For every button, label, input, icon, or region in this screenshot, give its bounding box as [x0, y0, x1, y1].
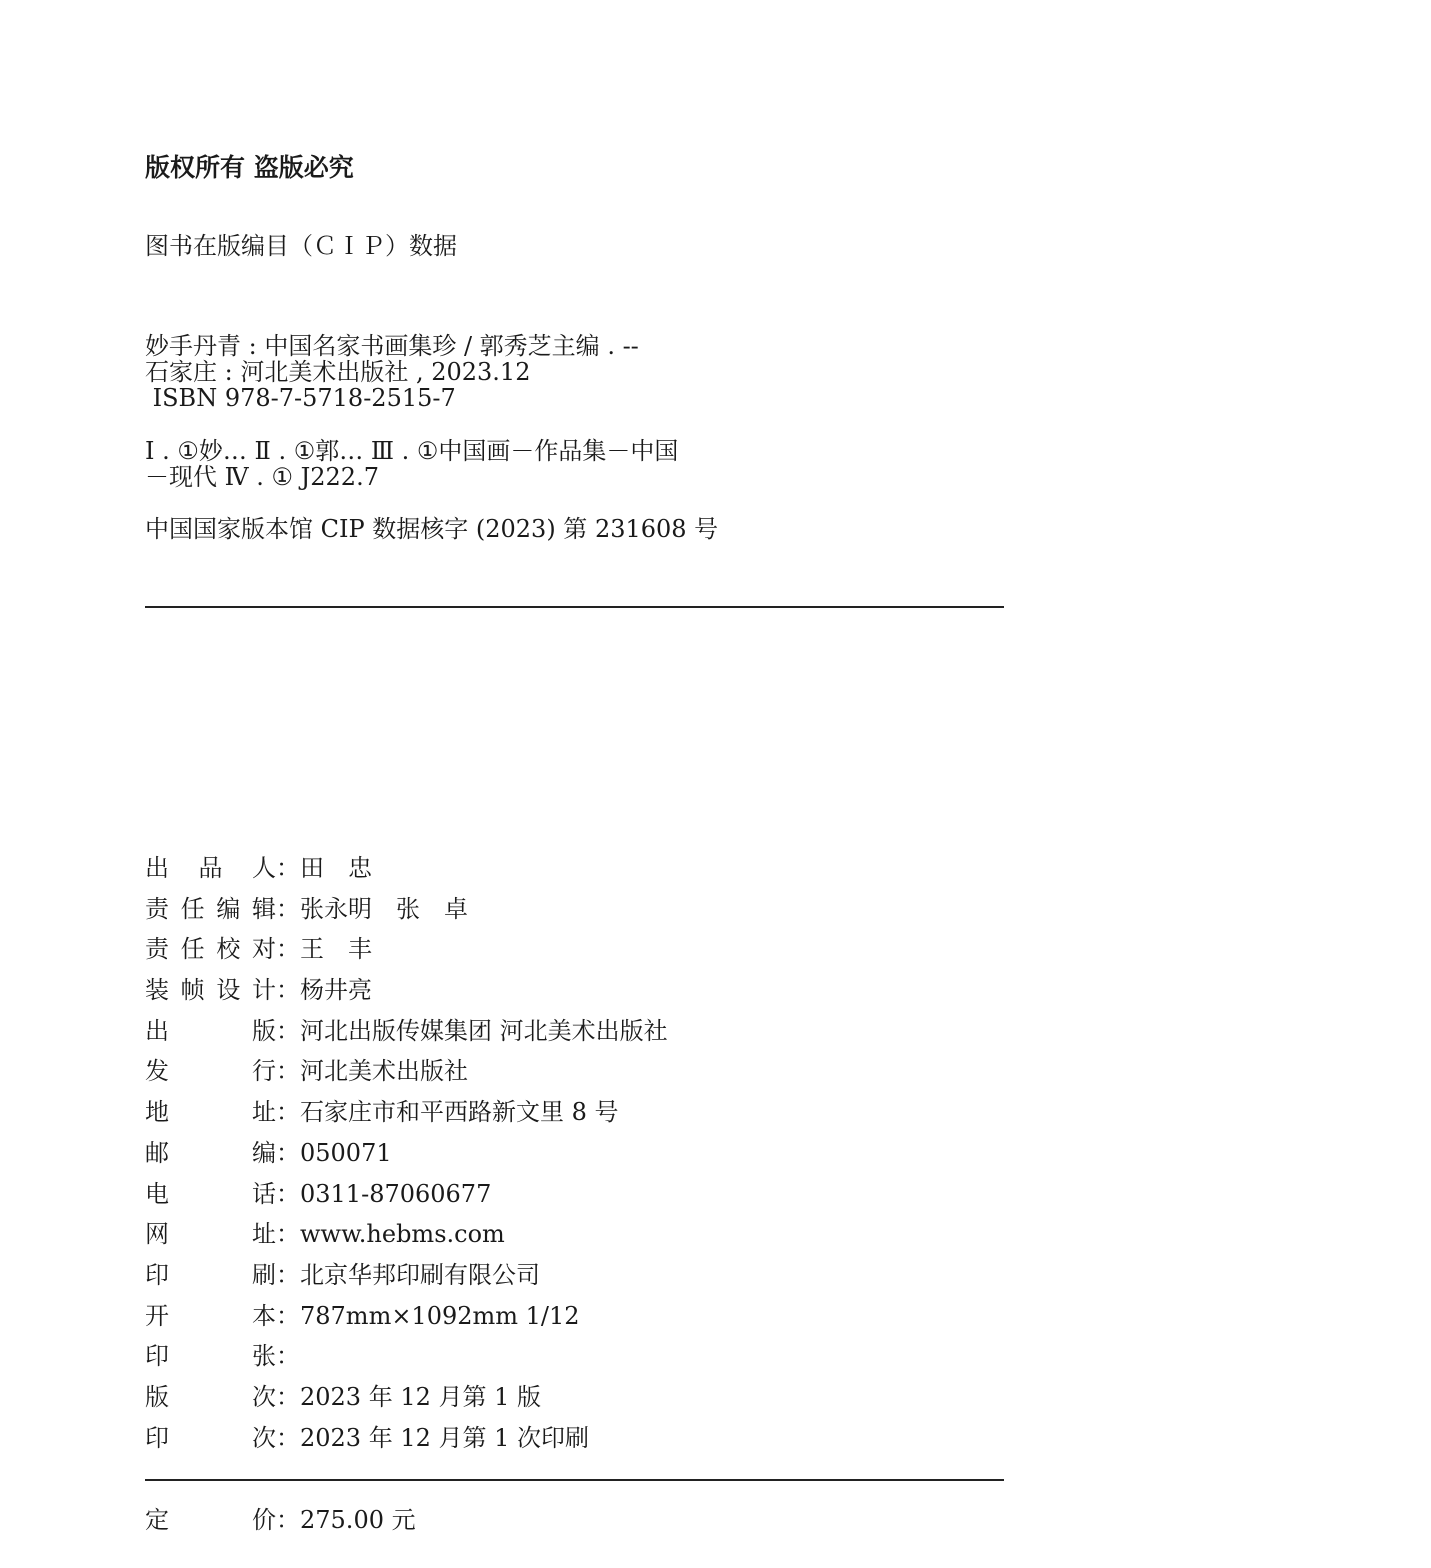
credit-value: 王 丰: [300, 935, 372, 964]
credit-colon: ：: [276, 935, 300, 964]
credit-label: [145, 1338, 276, 1379]
credit-row: [145, 1053, 668, 1094]
price-colon: ：: [276, 1506, 300, 1534]
credit-value: 0311-87060677: [300, 1179, 492, 1208]
credit-row: [145, 1338, 668, 1379]
copyright-notice: 版权所有 盗版必究: [145, 153, 354, 182]
price-value: 275.00 元: [300, 1506, 416, 1534]
credit-label-char: 责: [145, 935, 169, 964]
credit-colon: ：: [276, 976, 300, 1005]
credit-label-char: 地: [145, 1098, 169, 1127]
divider-top: [145, 606, 1004, 608]
credit-value: 050071: [300, 1138, 392, 1167]
credit-label: [145, 1013, 276, 1054]
credit-label: [145, 850, 276, 891]
credit-row: [145, 1176, 668, 1217]
credit-label: [145, 1216, 276, 1257]
credit-label: [145, 1053, 276, 1094]
credit-colon: ：: [276, 1301, 300, 1330]
credit-label-char: 任: [180, 894, 205, 923]
cip-verification-number: 中国国家版本馆 CIP 数据核字 (2023) 第 231608 号: [145, 515, 719, 543]
credit-value: 河北美术出版社: [300, 1057, 468, 1086]
cip-classification-block: [145, 438, 678, 490]
credit-label: [145, 1257, 276, 1298]
price-label: [145, 1502, 276, 1538]
cip-line: 石家庄 : 河北美术出版社 , 2023.12: [145, 358, 531, 386]
credit-value: 河北出版传媒集团 河北美术出版社: [300, 1016, 668, 1045]
credit-colon: ：: [276, 1016, 300, 1045]
credit-label-char: 电: [145, 1179, 169, 1208]
cip-classification-line: Ⅰ . ①妙… Ⅱ . ①郭… Ⅲ . ①中国画－作品集－中国: [145, 437, 679, 465]
credit-label-char: 计: [251, 976, 276, 1005]
credit-label: [145, 1298, 276, 1339]
cip-isbn: ISBN 978-7-5718-2515-7: [145, 384, 456, 412]
credit-row: [145, 1257, 668, 1298]
divider-bottom: [145, 1479, 1004, 1481]
credit-label: [145, 1135, 276, 1176]
credit-label-char: 责: [145, 894, 169, 923]
publication-credits: [145, 850, 668, 1460]
credit-colon: ：: [276, 1179, 300, 1208]
credit-label-char: 辑: [251, 894, 276, 923]
credit-label-char: 址: [252, 1220, 276, 1249]
credit-label-char: 次: [252, 1423, 276, 1452]
credit-value: 2023 年 12 月第 1 次印刷: [300, 1423, 590, 1452]
credit-value: 张永明 张 卓: [300, 894, 468, 923]
credit-colon: ：: [276, 1057, 300, 1086]
credit-label-char: 编: [216, 894, 241, 923]
credit-label-char: 装: [145, 976, 169, 1005]
credit-label: [145, 972, 276, 1013]
credit-label-char: 发: [145, 1057, 169, 1086]
credit-label: [145, 891, 276, 932]
cip-line: 妙手丹青 : 中国名家书画集珍 / 郭秀芝主编 . --: [145, 332, 639, 360]
credit-row: [145, 1135, 668, 1176]
credit-label: [145, 1420, 276, 1461]
credit-label-char: 张: [252, 1342, 276, 1371]
credit-colon: ：: [276, 1382, 300, 1411]
credit-label: [145, 1176, 276, 1217]
credit-label-char: 邮: [145, 1138, 169, 1167]
credit-label-char: 任: [180, 935, 205, 964]
credit-label: [145, 1094, 276, 1135]
credit-colon: ：: [276, 1220, 300, 1249]
credit-colon: ：: [276, 1423, 300, 1452]
credit-row: [145, 1094, 668, 1135]
cip-heading: 图书在版编目（ＣＩＰ）数据: [145, 232, 457, 260]
price-label-char: 定: [145, 1506, 169, 1534]
credit-row: [145, 850, 668, 891]
credit-label-char: 开: [145, 1301, 169, 1330]
credit-label-char: 印: [145, 1423, 169, 1452]
price-row: [145, 1502, 416, 1538]
credit-colon: ：: [276, 854, 300, 882]
credit-label-char: 版: [252, 1016, 276, 1045]
credit-row: [145, 891, 668, 932]
credit-colon: ：: [276, 1098, 300, 1127]
credit-label-char: 人: [252, 854, 276, 882]
credit-colon: ：: [276, 894, 300, 923]
credit-value: 787mm×1092mm 1/12: [300, 1301, 580, 1330]
credit-value: 北京华邦印刷有限公司: [300, 1260, 540, 1289]
credit-label-char: 印: [145, 1342, 169, 1371]
credit-value: www.hebms.com: [300, 1220, 505, 1249]
credit-value: 田 忠: [300, 854, 372, 882]
credit-label-char: 编: [252, 1138, 276, 1167]
credit-label-char: 帧: [180, 976, 205, 1005]
credit-label-char: 行: [252, 1057, 276, 1086]
price-label-char: 价: [252, 1506, 276, 1534]
credit-label-char: 出: [145, 854, 169, 882]
credit-label-char: 本: [252, 1301, 276, 1330]
credit-row: [145, 1379, 668, 1420]
credit-row: [145, 1013, 668, 1054]
credit-label-char: 版: [145, 1382, 169, 1411]
credit-row: [145, 972, 668, 1013]
credit-label-char: 出: [145, 1016, 169, 1045]
credit-colon: ：: [276, 1342, 300, 1371]
credit-label-char: 校: [216, 935, 241, 964]
credit-label-char: 网: [145, 1220, 169, 1249]
credit-colon: ：: [276, 1138, 300, 1167]
credit-label: [145, 931, 276, 972]
cip-bibliographic-block: [145, 333, 639, 411]
credit-label-char: 址: [252, 1098, 276, 1127]
credit-value: 石家庄市和平西路新文里 8 号: [300, 1098, 619, 1127]
credit-label-char: 次: [252, 1382, 276, 1411]
credit-row: [145, 1298, 668, 1339]
credit-row: [145, 1216, 668, 1257]
credit-label-char: 印: [145, 1260, 169, 1289]
credit-label-char: 对: [251, 935, 276, 964]
credit-label-char: 话: [252, 1179, 276, 1208]
credit-label: [145, 1379, 276, 1420]
credit-label-char: 设: [216, 976, 241, 1005]
cip-classification-line: －现代 Ⅳ . ① J222.7: [145, 463, 379, 491]
credit-row: [145, 931, 668, 972]
credit-colon: ：: [276, 1260, 300, 1289]
credit-value: 2023 年 12 月第 1 版: [300, 1382, 542, 1411]
credit-row: [145, 1420, 668, 1461]
credit-label-char: 刷: [252, 1260, 276, 1289]
credit-label-char: 品: [198, 854, 223, 882]
credit-value: 杨井亮: [300, 976, 372, 1005]
